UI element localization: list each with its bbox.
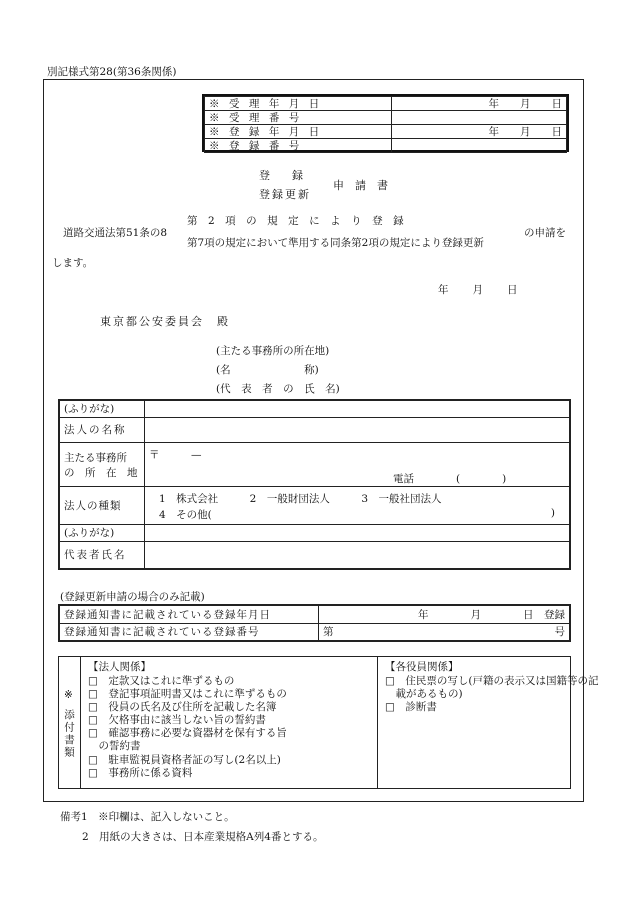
title-option-renew: 登録更新 [259, 188, 311, 201]
attachment-checkbox[interactable]: □ 欠格事由に該当しない旨の誓約書 [88, 714, 266, 726]
rep-name-input[interactable] [145, 541, 570, 568]
attachment-checkbox[interactable]: □ 事務所に係る資料 [88, 767, 193, 779]
corporation-table [58, 399, 571, 570]
renewal-number-label: 登録通知書に記載されている登録番号 [60, 623, 319, 641]
furigana-label: (ふりがな) [60, 401, 145, 418]
rep-name-label: 代表者氏名 [60, 541, 145, 568]
statement-option-renew: 第7項の規定において準用する同条第2項の規定により登録更新 [187, 237, 484, 249]
attachment-checkbox[interactable]: □ 住民票の写し(戸籍の表示又は国籍等の記 [385, 675, 599, 687]
corp-type-line1[interactable]: 1 株式会社 2 一般財団法人 3 一般社団法人 [159, 493, 442, 506]
office-label-line1: 主たる事務所 [64, 451, 127, 464]
registry-box [202, 94, 569, 152]
attachments-side [59, 657, 81, 788]
rep-furigana-label: (ふりがな) [60, 524, 145, 541]
corp-attachments [80, 657, 378, 788]
applicant-name-label: (名 称) [216, 364, 319, 376]
attachment-checkbox[interactable]: □ 役員の氏名及び住所を記載した名簿 [88, 701, 277, 713]
corp-type-line2[interactable]: 4 その他( [159, 509, 212, 522]
attachment-checkbox-cont: の誓約書 [88, 740, 141, 752]
attachment-checkbox[interactable]: □ 診断書 [385, 701, 437, 713]
corp-type-label: 法人の種類 [60, 487, 145, 525]
applicant-address-label: (主たる事務所の所在地) [216, 345, 330, 357]
registry-value[interactable]: 年 月 日 [392, 125, 567, 139]
corp-attachments-header: 【法人関係】 [88, 661, 151, 673]
renewal-number-value[interactable] [319, 623, 570, 641]
furigana-input[interactable] [145, 401, 570, 418]
registry-row [205, 97, 567, 111]
addressee: 東京都公安委員会 殿 [100, 315, 230, 328]
statement-prefix: 道路交通法第51条の8 [63, 227, 168, 239]
application-date[interactable]: 年 月 日 [438, 284, 519, 296]
renewal-number-suffix: 号 [554, 626, 565, 639]
registry-label: ※受理年月日 [205, 97, 392, 111]
page-title: 申 請 書 [333, 179, 388, 192]
registry-value[interactable] [392, 139, 567, 153]
officer-attachments-header: 【各役員関係】 [385, 661, 459, 673]
registry-value[interactable]: 年 月 日 [392, 97, 567, 111]
remark-1: 備考1 ※印欄は、記入しないこと。 [60, 811, 235, 823]
registry-label: ※登録番号 [205, 139, 392, 153]
statement-tail: します。 [52, 257, 94, 269]
registry-value[interactable] [392, 111, 567, 125]
registry-row [205, 139, 567, 153]
renewal-number-prefix: 第 [323, 626, 334, 639]
statement-suffix: の申請を [524, 227, 566, 239]
attachment-checkbox[interactable]: □ 定款又はこれに準ずるもの [88, 675, 235, 687]
form-number: 別記様式第28(第36条関係) [47, 66, 177, 78]
statement-option-register: 第 2 項 の 規 定 に よ り 登 録 [187, 215, 404, 227]
officer-attachments [377, 657, 599, 788]
office-label-line2: の 所 在 地 [64, 466, 138, 479]
applicant-rep-label: (代 表 者 の 氏 名) [216, 383, 340, 395]
renewal-date-label: 登録通知書に記載されている登録年月日 [60, 606, 319, 624]
remark-2: 2 用紙の大きさは、日本産業規格A列4番とする。 [82, 831, 324, 843]
postal-code-field[interactable]: 〒 — [149, 448, 202, 461]
phone-field[interactable]: 電話 ( ) [393, 472, 507, 485]
office-address-label [60, 442, 145, 486]
rep-furigana-input[interactable] [145, 524, 570, 541]
title-option-register: 登 録 [259, 169, 303, 182]
registry-row [205, 111, 567, 125]
corp-type-options[interactable] [145, 487, 570, 525]
renewal-table [58, 604, 571, 642]
renewal-date-value[interactable]: 年 月 日 登録 [319, 606, 570, 624]
corp-type-close: ) [550, 507, 555, 520]
attachment-checkbox-cont: 載があるもの) [385, 688, 463, 700]
attachments-label: 添付書類 [63, 709, 75, 759]
registry-label: ※登録年月日 [205, 125, 392, 139]
office-address-input[interactable] [145, 442, 570, 486]
attachment-checkbox[interactable]: □ 確認事務に必要な資器材を保有する旨 [88, 727, 287, 739]
attachment-checkbox[interactable]: □ 駐車監視員資格者証の写し(2名以上) [88, 754, 281, 766]
registry-row [205, 125, 567, 139]
corp-name-input[interactable] [145, 417, 570, 442]
renewal-note: (登録更新申請の場合のみ記載) [60, 591, 205, 603]
corp-name-label: 法人の名称 [60, 417, 145, 442]
attachment-checkbox[interactable]: □ 登記事項証明書又はこれに準ずるもの [88, 688, 287, 700]
registry-label: ※受理番号 [205, 111, 392, 125]
attachments-mark: ※ [64, 689, 73, 701]
attachments-box [58, 656, 599, 789]
